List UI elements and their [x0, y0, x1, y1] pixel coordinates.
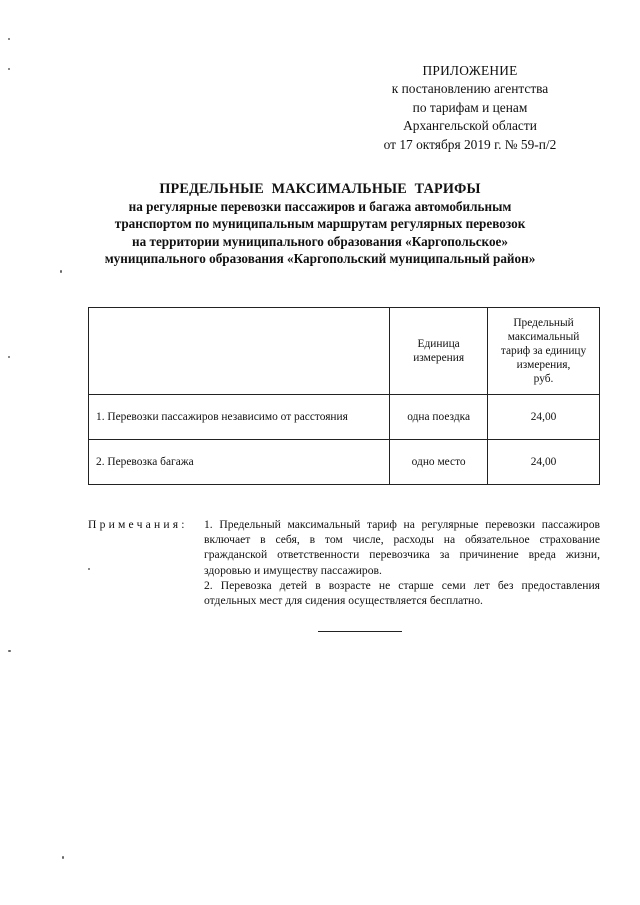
- notes-body: [204, 517, 600, 608]
- row-service: 1. Перевозки пассажиров независимо от расстояния: [89, 395, 390, 440]
- header-tariff-line: максимальный: [507, 331, 580, 343]
- appendix-header: [340, 62, 600, 154]
- appendix-line: к постановлению агентства: [391, 81, 549, 97]
- header-unit-line: измерения: [413, 352, 465, 364]
- table-header-row: [89, 308, 600, 395]
- scan-speck: [8, 38, 10, 40]
- scan-speck: [88, 568, 90, 570]
- appendix-line: от 17 октября 2019 г. № 59-п/2: [383, 136, 557, 152]
- document-title: [80, 181, 560, 267]
- header-unit-line: Единица: [417, 338, 460, 350]
- title-line: транспортом по муниципальным маршрутам регулярных перевозок: [114, 216, 526, 232]
- appendix-line: по тарифам и ценам: [412, 99, 528, 115]
- scan-speck: [8, 356, 10, 358]
- row-unit: одно место: [390, 440, 488, 485]
- end-divider: [318, 631, 402, 632]
- header-tariff-line: Предельный: [513, 317, 574, 329]
- row-price: 24,00: [488, 395, 600, 440]
- header-tariff-line: руб.: [533, 373, 554, 385]
- row-service: 2. Перевозка багажа: [89, 440, 390, 485]
- appendix-heading: ПРИЛОЖЕНИЕ: [422, 63, 518, 78]
- header-service: [89, 308, 390, 395]
- scan-speck: [62, 856, 64, 859]
- scan-speck: [8, 650, 11, 652]
- title-line: на регулярные перевозки пассажиров и багажа автомобильным: [128, 199, 512, 215]
- title-line: муниципального образования «Каргопольский муниципальный район»: [104, 250, 536, 266]
- row-price: 24,00: [488, 440, 600, 485]
- notes-label: Примечания:: [88, 518, 188, 531]
- appendix-line: Архангельской области: [403, 118, 537, 134]
- header-tariff-line: тариф за единицу: [500, 345, 587, 357]
- note-item: 2. Перевозка детей в возрасте не старше семи лет без предоставления отдельных мест для сидения осуществляется бесплатно.: [204, 578, 600, 608]
- title-main: ПРЕДЕЛЬНЫЕ МАКСИМАЛЬНЫЕ ТАРИФЫ: [159, 181, 481, 197]
- scan-speck: [8, 68, 10, 70]
- tariff-table: [88, 307, 600, 485]
- header-tariff-line: измерения,: [516, 359, 571, 371]
- table-row: [89, 440, 600, 485]
- scan-speck: [60, 270, 62, 273]
- table-row: [89, 395, 600, 440]
- row-unit: одна поездка: [390, 395, 488, 440]
- header-unit: [390, 308, 488, 395]
- title-line: на территории муниципального образования «Каргопольское»: [131, 233, 509, 249]
- note-item: 1. Предельный максимальный тариф на регулярные перевозки пассажиров включает в себя, в том числе, расходы на обязательное страхование гражданской ответственности перевозчика за причинение вреда жизни, здоровью и имуществу пассажиров.: [204, 518, 600, 577]
- header-tariff: [488, 308, 600, 395]
